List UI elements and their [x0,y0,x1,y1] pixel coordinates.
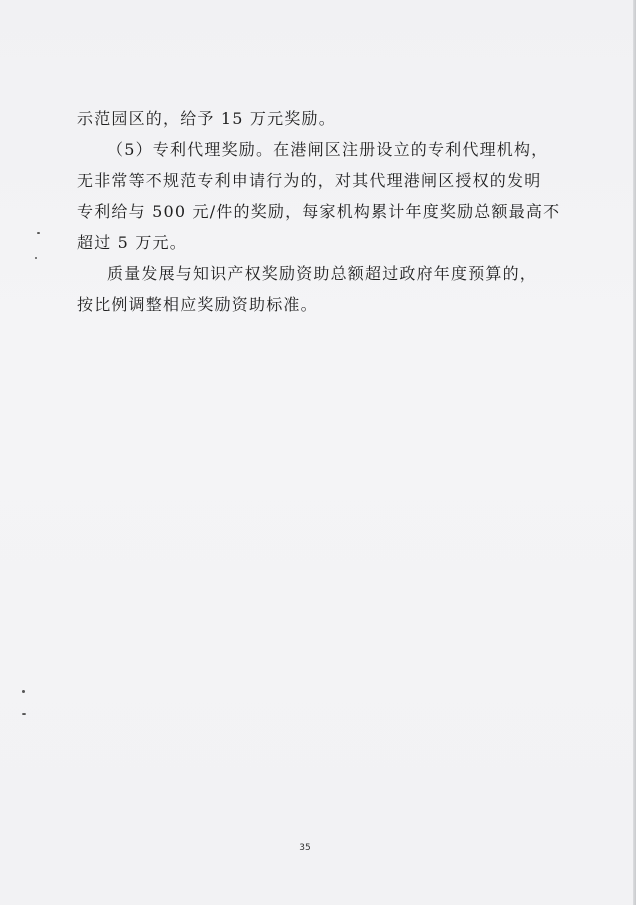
text-line: 质量发展与知识产权奖励资助总额超过政府年度预算的， [107,264,538,283]
body-text [77,103,561,320]
scan-speck [35,257,37,259]
text-line: 专利给与 500 元/件的奖励，每家机构累计年度奖励总额最高不 [77,202,561,221]
scan-speck [22,690,25,693]
scan-speck [37,232,40,234]
text-line: 示范园区的，给予 15 万元奖励。 [77,109,336,128]
scan-speck [22,713,26,715]
text-line: 按比例调整相应奖励资助标准。 [77,295,318,314]
text-line: 超过 5 万元。 [77,233,187,252]
text-line: 无非常等不规范专利申请行为的，对其代理港闸区授权的发明 [77,171,542,190]
text-line: （5）专利代理奖励。在港闸区注册设立的专利代理机构， [107,140,549,159]
page-number: 35 [299,843,311,853]
